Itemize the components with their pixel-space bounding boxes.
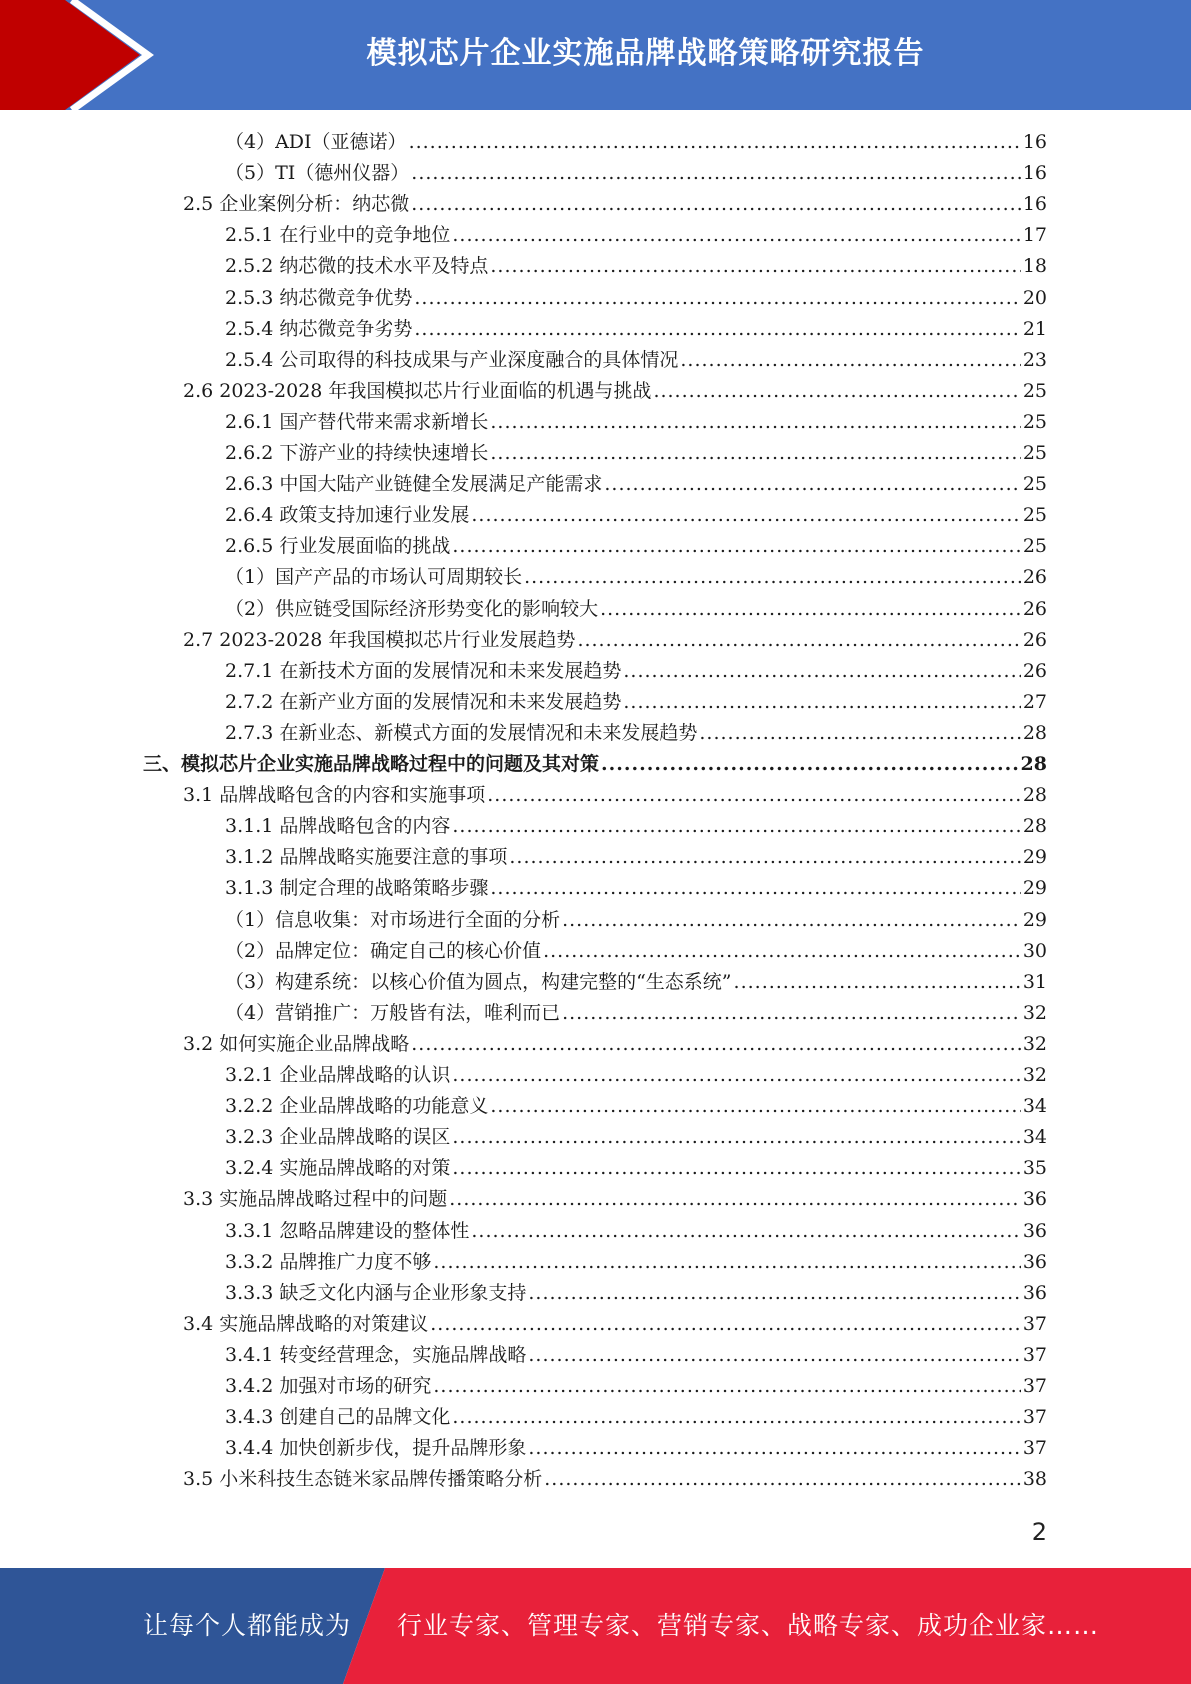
toc-entry[interactable] — [225, 251, 1047, 282]
toc-dot-leader — [544, 1464, 1021, 1495]
toc-entry[interactable] — [225, 469, 1047, 500]
toc-entry-title: 2.6.3 中国大陆产业链健全发展满足产能需求 — [225, 473, 603, 496]
page-number: 2 — [1031, 1518, 1047, 1546]
toc-entry-title: 3.1.1 品牌战略包含的内容 — [225, 815, 451, 838]
toc-entry[interactable] — [225, 718, 1047, 749]
toc-entry-title: 3.1.3 制定合理的战略策略步骤 — [225, 877, 489, 900]
toc-dot-leader — [452, 220, 1020, 251]
toc-dot-leader — [734, 967, 1021, 998]
footer-banner — [0, 1568, 1191, 1684]
toc-entry[interactable] — [225, 1216, 1047, 1247]
toc-entry-page: 26 — [1022, 597, 1047, 620]
toc-entry[interactable] — [225, 1247, 1047, 1278]
toc-entry-page: 21 — [1022, 317, 1047, 340]
toc-entry-page: 34 — [1022, 1126, 1047, 1149]
toc-entry-title: （4）ADI（亚德诺） — [225, 131, 407, 153]
toc-entry-title: 2.6.2 下游产业的持续快速增长 — [225, 442, 489, 464]
toc-dot-leader — [623, 656, 1020, 687]
toc-dot-leader — [452, 1402, 1020, 1433]
toc-dot-leader — [471, 500, 1020, 531]
toc-entry-title: 三、模拟芯片企业实施品牌战略过程中的问题及其对策 — [143, 753, 600, 775]
toc-entry-page: 32 — [1022, 1001, 1047, 1024]
report-title: 模拟芯片企业实施品牌战略策略研究报告 — [366, 36, 925, 71]
toc-dot-leader — [490, 873, 1020, 904]
toc-entry-title: 2.5.4 纳芯微竞争劣势 — [225, 317, 413, 340]
toc-entry-title: 3.2.1 企业品牌战略的认识 — [225, 1064, 451, 1086]
toc-entry[interactable] — [183, 1464, 1047, 1495]
toc-dot-leader — [604, 469, 1020, 500]
toc-entry-title: 3.3.3 缺乏文化内涵与企业形象支持 — [225, 1281, 527, 1304]
toc-dot-leader — [509, 842, 1020, 873]
toc-entry-title: （2）供应链受国际经济形势变化的影响较大 — [225, 597, 599, 620]
toc-entry[interactable] — [225, 220, 1047, 251]
toc-entry[interactable] — [225, 1122, 1047, 1153]
toc-entry[interactable] — [225, 687, 1047, 718]
toc-entry-title: 3.3.1 忽略品牌建设的整体性 — [225, 1219, 470, 1242]
footer-slogan-left: 让每个人都能成为 — [143, 1611, 352, 1640]
header-banner — [0, 0, 1191, 110]
toc-entry-title: 3.4.1 转变经营理念，实施品牌战略 — [225, 1343, 527, 1366]
toc-entry-page: 36 — [1022, 1281, 1047, 1304]
toc-entry[interactable] — [225, 1371, 1047, 1402]
toc-entry-title: 3.4.3 创建自己的品牌文化 — [225, 1406, 451, 1429]
toc-entry-page: 27 — [1022, 690, 1047, 713]
toc-entry[interactable] — [225, 283, 1047, 314]
toc-entry-page: 37 — [1022, 1343, 1047, 1366]
toc-entry-page: 37 — [1022, 1406, 1047, 1429]
toc-entry-page: 17 — [1022, 224, 1047, 247]
toc-entry-title: 2.5 企业案例分析：纳芯微 — [183, 193, 410, 216]
toc-entry[interactable] — [143, 749, 1047, 780]
toc-dot-leader — [452, 1060, 1020, 1091]
toc-entry-title: 3.4.4 加快创新步伐，提升品牌形象 — [225, 1437, 527, 1460]
toc-entry-title: 2.6 2023-2028 年我国模拟芯片行业面临的机遇与挑战 — [183, 379, 652, 402]
toc-dot-leader — [433, 1247, 1020, 1278]
toc-entry-page: 18 — [1022, 255, 1047, 278]
toc-entry[interactable] — [225, 967, 1047, 998]
toc-entry-page: 26 — [1022, 659, 1047, 682]
toc-entry-page: 29 — [1022, 846, 1047, 869]
toc-entry[interactable] — [225, 842, 1047, 873]
toc-dot-leader — [680, 345, 1020, 376]
toc-entry-page: 26 — [1022, 628, 1047, 651]
toc-entry-title: 2.6.5 行业发展面临的挑战 — [225, 535, 451, 558]
toc-dot-leader — [528, 1433, 1020, 1464]
toc-entry[interactable] — [225, 873, 1047, 904]
toc-entry[interactable] — [225, 438, 1047, 469]
toc-entry-title: 3.2 如何实施企业品牌战略 — [183, 1032, 410, 1055]
toc-entry-title: 3.2.2 企业品牌战略的功能意义 — [225, 1095, 489, 1118]
toc-entry[interactable] — [225, 158, 1047, 189]
toc-entry-page: 16 — [1022, 131, 1047, 153]
toc-entry-page: 36 — [1022, 1250, 1047, 1273]
toc-entry[interactable] — [225, 562, 1047, 593]
toc-entry-page: 28 — [1022, 815, 1047, 838]
toc-dot-leader — [411, 189, 1021, 220]
toc-dot-leader — [528, 1278, 1020, 1309]
toc-dot-leader — [699, 718, 1020, 749]
toc-entry-page: 16 — [1022, 193, 1047, 216]
toc-dot-leader — [562, 998, 1021, 1029]
toc-dot-leader — [524, 562, 1021, 593]
toc-entry[interactable] — [183, 780, 1047, 811]
toc-entry-title: （1）信息收集：对市场进行全面的分析 — [225, 908, 561, 931]
toc-entry-title: 2.5.2 纳芯微的技术水平及特点 — [225, 255, 489, 278]
toc-entry-title: 2.7.1 在新技术方面的发展情况和未来发展趋势 — [225, 659, 622, 682]
toc-entry[interactable] — [225, 500, 1047, 531]
toc-entry-title: 3.1.2 品牌战略实施要注意的事项 — [225, 846, 508, 869]
toc-entry-title: （4）营销推广：万般皆有法，唯利而已 — [225, 1001, 561, 1024]
toc-entry-page: 37 — [1022, 1375, 1047, 1397]
toc-entry[interactable] — [225, 314, 1047, 345]
toc-entry-title: 3.5 小米科技生态链米家品牌传播策略分析 — [183, 1468, 543, 1491]
toc-entry[interactable] — [225, 127, 1047, 158]
toc-entry-page: 25 — [1022, 504, 1047, 527]
toc-entry[interactable] — [183, 1184, 1047, 1215]
toc-entry-title: 3.3 实施品牌战略过程中的问题 — [183, 1188, 448, 1211]
toc-entry[interactable] — [225, 345, 1047, 376]
toc-entry[interactable] — [225, 936, 1047, 967]
toc-entry-page: 20 — [1022, 286, 1047, 309]
toc-entry-title: （1）国产产品的市场认可周期较长 — [225, 566, 523, 589]
toc-dot-leader — [543, 936, 1021, 967]
toc-entry-page: 28 — [1020, 753, 1047, 775]
toc-dot-leader — [430, 1309, 1021, 1340]
toc-dot-leader — [528, 1340, 1020, 1371]
toc-entry[interactable] — [225, 407, 1047, 438]
toc-entry-title: 3.2.4 实施品牌战略的对策 — [225, 1157, 451, 1180]
toc-dot-leader — [653, 376, 1020, 407]
toc-entry-title: 2.6.4 政策支持加速行业发展 — [225, 504, 470, 527]
footer-slogan-right: 行业专家、管理专家、营销专家、战略专家、成功企业家…… — [397, 1611, 1100, 1640]
toc-entry-page: 29 — [1022, 908, 1047, 931]
toc-dot-leader — [452, 1122, 1020, 1153]
toc-entry-page: 23 — [1022, 348, 1047, 371]
toc-entry[interactable] — [225, 1433, 1047, 1464]
toc-entry-page: 31 — [1022, 970, 1047, 993]
toc-dot-leader — [562, 905, 1021, 936]
toc-entry-title: 3.4 实施品牌战略的对策建议 — [183, 1312, 429, 1335]
toc-entry-title: 2.7.3 在新业态、新模式方面的发展情况和未来发展趋势 — [225, 721, 698, 744]
toc-entry[interactable] — [225, 905, 1047, 936]
toc-entry[interactable] — [225, 1060, 1047, 1091]
toc-dot-leader — [449, 1184, 1021, 1215]
toc-entry-page: 37 — [1022, 1312, 1047, 1335]
toc-entry[interactable] — [225, 1402, 1047, 1433]
toc-entry-page: 16 — [1022, 162, 1047, 185]
toc-entry-page: 25 — [1022, 535, 1047, 558]
toc-entry[interactable] — [225, 811, 1047, 842]
toc-entry-page: 26 — [1022, 566, 1047, 589]
toc-entry-title: 2.7.2 在新产业方面的发展情况和未来发展趋势 — [225, 690, 622, 713]
toc-entry[interactable] — [225, 1340, 1047, 1371]
toc-entry-page: 32 — [1022, 1032, 1047, 1055]
toc-entry-page: 38 — [1022, 1468, 1047, 1491]
toc-entry[interactable] — [183, 1029, 1047, 1060]
toc-entry-page: 25 — [1022, 410, 1047, 433]
toc-entry[interactable] — [183, 376, 1047, 407]
toc-entry-page: 35 — [1022, 1157, 1047, 1180]
toc-entry-page: 30 — [1022, 939, 1047, 962]
toc-entry-title: 3.2.3 企业品牌战略的误区 — [225, 1126, 451, 1149]
red-arrow-logo — [0, 0, 160, 110]
toc-entry-page: 34 — [1022, 1095, 1047, 1118]
toc-entry-page: 25 — [1022, 379, 1047, 402]
toc-entry[interactable] — [183, 625, 1047, 656]
toc-entry-title: 2.5.3 纳芯微竞争优势 — [225, 286, 413, 309]
toc-dot-leader — [452, 1153, 1020, 1184]
toc-dot-leader — [411, 1029, 1021, 1060]
toc-entry-title: 3.1 品牌战略包含的内容和实施事项 — [183, 784, 486, 807]
toc-entry-page: 36 — [1022, 1219, 1047, 1242]
toc-entry-page: 28 — [1022, 721, 1047, 744]
toc-entry-title: 2.5.4 公司取得的科技成果与产业深度融合的具体情况 — [225, 348, 679, 371]
toc-entry-title: 3.3.2 品牌推广力度不够 — [225, 1250, 432, 1273]
toc-dot-leader — [487, 780, 1021, 811]
toc-entry-title: 2.5.1 在行业中的竞争地位 — [225, 224, 451, 247]
toc-entry[interactable] — [183, 1309, 1047, 1340]
toc-entry-page: 32 — [1022, 1064, 1047, 1086]
toc-dot-leader — [490, 438, 1020, 469]
toc-dot-leader — [414, 314, 1020, 345]
toc-entry-page: 37 — [1022, 1437, 1047, 1460]
toc-entry-title: 2.7 2023-2028 年我国模拟芯片行业发展趋势 — [183, 628, 576, 651]
toc-entry[interactable] — [225, 531, 1047, 562]
toc-entry-page: 28 — [1022, 784, 1047, 807]
toc-entry-title: 2.6.1 国产替代带来需求新增长 — [225, 410, 489, 433]
toc-dot-leader — [452, 531, 1020, 562]
toc-entry-title: （3）构建系统：以核心价值为圆点，构建完整的“生态系统” — [225, 970, 732, 993]
toc-entry-page: 25 — [1022, 473, 1047, 496]
toc-dot-leader — [414, 283, 1020, 314]
toc-dot-leader — [452, 811, 1020, 842]
toc-dot-leader — [490, 251, 1020, 282]
toc-entry-page: 36 — [1022, 1188, 1047, 1211]
toc-entry[interactable] — [183, 189, 1047, 220]
toc-dot-leader — [490, 1091, 1020, 1122]
toc-entry-page: 25 — [1022, 442, 1047, 464]
toc-dot-leader — [623, 687, 1020, 718]
toc-entry[interactable] — [225, 1278, 1047, 1309]
toc-entry[interactable] — [225, 594, 1047, 625]
toc-entry[interactable] — [225, 656, 1047, 687]
toc-entry[interactable] — [225, 1153, 1047, 1184]
toc-entry[interactable] — [225, 998, 1047, 1029]
toc-entry-title: （2）品牌定位：确定自己的核心价值 — [225, 939, 542, 962]
toc-entry[interactable] — [225, 1091, 1047, 1122]
toc-dot-leader — [433, 1371, 1020, 1402]
toc-dot-leader — [601, 749, 1019, 780]
toc-entry-title: （5）TI（德州仪器） — [225, 162, 410, 185]
toc-dot-leader — [577, 625, 1020, 656]
toc-dot-leader — [411, 158, 1021, 189]
toc-dot-leader — [471, 1216, 1020, 1247]
toc-dot-leader — [409, 127, 1021, 158]
toc-dot-leader — [490, 407, 1020, 438]
toc-entry-title: 3.4.2 加强对市场的研究 — [225, 1375, 432, 1397]
toc-dot-leader — [600, 594, 1021, 625]
toc-entry-page: 29 — [1022, 877, 1047, 900]
